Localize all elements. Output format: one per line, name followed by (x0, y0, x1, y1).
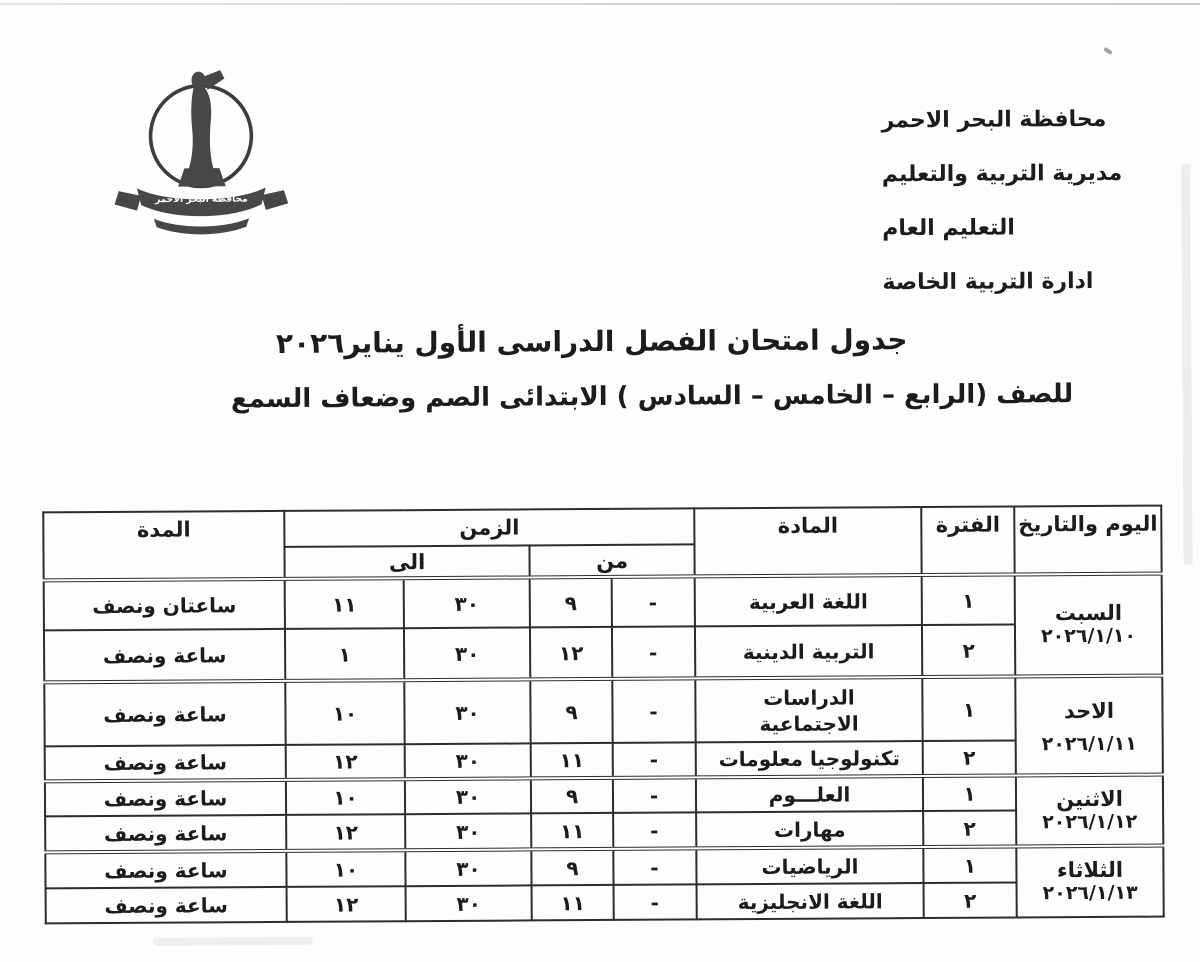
subject-cell: مهارات (696, 811, 923, 848)
header-time-from: من (530, 544, 695, 577)
letterhead-line-directorate: مديرية التربية والتعليم (881, 160, 1123, 188)
from-dash-cell: - (612, 678, 695, 743)
duration-cell: ساعة ونصف (45, 745, 286, 781)
from-dash-cell: - (612, 576, 695, 627)
period-cell: ٢ (924, 882, 1017, 918)
day-name: الاثنين (1056, 786, 1124, 811)
letterhead-line-general-education: التعليم العام (882, 215, 1015, 242)
day-date-cell (1015, 676, 1163, 776)
header-day-date: اليوم والتاريخ (1014, 506, 1161, 575)
day-date-cell (1016, 775, 1163, 847)
from-hour-cell: ٩ (531, 778, 613, 814)
header-time-to: الى (284, 545, 529, 578)
from-hour-cell: ٩ (530, 577, 612, 627)
to-hour-cell: ١٠ (286, 779, 405, 815)
subject-cell: اللغة الانجليزية (697, 883, 924, 919)
from-dash-cell: - (614, 884, 697, 920)
from-dash-cell: - (613, 742, 696, 778)
to-hour-cell: ١٢ (286, 814, 405, 851)
subject-cell: الرياضيات (696, 847, 923, 884)
to-minutes-cell: ٣٠ (405, 849, 531, 886)
to-hour-cell: ١٠ (285, 680, 404, 745)
header-subject: المادة (694, 507, 921, 576)
from-hour-cell: ٩ (530, 679, 612, 743)
period-cell: ١ (923, 775, 1016, 811)
day-date: ٢٠٢٦/١/١١ (1041, 732, 1137, 755)
duration-cell: ساعة ونصف (45, 780, 286, 816)
from-dash-cell: - (613, 812, 696, 849)
day-date: ٢٠٢٦/١/١٢ (1042, 810, 1138, 833)
period-cell: ٢ (923, 810, 1016, 847)
subject-cell: التربية الدينية (695, 625, 922, 678)
letterhead-line-special-education: ادارة التربية الخاصة (882, 268, 1094, 296)
to-minutes-cell: ٣٠ (404, 627, 530, 680)
scan-artifact-speck (1103, 47, 1113, 55)
duration-cell: ساعتان ونصف (44, 579, 285, 630)
to-hour-cell: ١ (285, 628, 404, 681)
to-hour-cell: ١٢ (287, 886, 406, 922)
exam-schedule-table (42, 505, 1165, 925)
from-hour-cell: ١١ (531, 813, 613, 850)
header-period: الفترة (921, 506, 1014, 575)
table-row (44, 624, 1162, 683)
from-hour-cell: ١٢ (530, 627, 612, 679)
from-hour-cell: ٩ (531, 849, 613, 886)
subject-cell: تكنولوجيا معلومات (696, 741, 923, 777)
to-minutes-cell: ٣٠ (406, 885, 532, 921)
subject-cell: اللغة العربية (695, 575, 922, 626)
period-cell: ١ (922, 574, 1015, 625)
period-cell: ١ (923, 846, 1016, 883)
to-hour-cell: ١٠ (286, 850, 405, 887)
from-hour-cell: ١١ (532, 885, 614, 921)
table-row (44, 676, 1162, 747)
scan-artifact-smudge (153, 937, 313, 946)
from-dash-cell: - (613, 777, 696, 813)
document-subtitle: للصف (الرابع – الخامس – السادس ) الابتدائى الصم وضعاف السمع (230, 379, 1074, 415)
day-date: ٢٠٢٦/١/١٠ (1040, 624, 1137, 648)
duration-cell: ساعة ونصف (44, 629, 285, 682)
to-hour-cell: ١٢ (286, 744, 405, 780)
day-date-cell (1016, 846, 1163, 918)
duration-cell: ساعة ونصف (45, 851, 286, 888)
to-hour-cell: ١١ (285, 578, 404, 629)
to-minutes-cell: ٣٠ (404, 679, 530, 744)
duration-cell: ساعة ونصف (46, 887, 287, 923)
day-date: ٢٠٢٦/١/١٣ (1042, 881, 1138, 905)
letterhead (881, 105, 1123, 298)
red-sea-governorate-emblem-icon (109, 60, 292, 243)
day-date-cell (1015, 574, 1163, 677)
duration-cell: ساعة ونصف (44, 681, 285, 746)
document-titles (0, 318, 1185, 419)
from-dash-cell: - (612, 626, 695, 679)
subject-cell: العلـــوم (696, 776, 923, 812)
table-header-row (43, 506, 1161, 549)
letterhead-line-governorate: محافظة البحر الاحمر (881, 106, 1107, 134)
from-dash-cell: - (613, 848, 696, 885)
period-cell: ١ (922, 676, 1015, 741)
emblem-banner-text: محافظة البحر الأحمر (154, 194, 248, 206)
to-minutes-cell: ٣٠ (404, 577, 530, 628)
day-name: الثلاثاء (1056, 857, 1124, 883)
to-minutes-cell: ٣٠ (405, 778, 531, 814)
header-duration: المدة (43, 511, 284, 580)
day-name: الاحد (1063, 698, 1115, 723)
table-row (44, 574, 1162, 631)
subject-cell: الدراسات الاجتماعية (695, 677, 922, 742)
to-minutes-cell: ٣٠ (405, 813, 531, 850)
duration-cell: ساعة ونصف (45, 815, 286, 852)
period-cell: ٢ (922, 624, 1015, 677)
period-cell: ٢ (923, 740, 1016, 776)
header-time: الزمن (284, 508, 694, 547)
document-title: جدول امتحان الفصل الدراسى الأول يناير٢٠٢٦ (275, 323, 908, 360)
to-minutes-cell: ٣٠ (405, 743, 531, 779)
table-row (46, 882, 1164, 924)
day-name: السبت (1054, 600, 1123, 626)
from-hour-cell: ١١ (531, 743, 613, 779)
